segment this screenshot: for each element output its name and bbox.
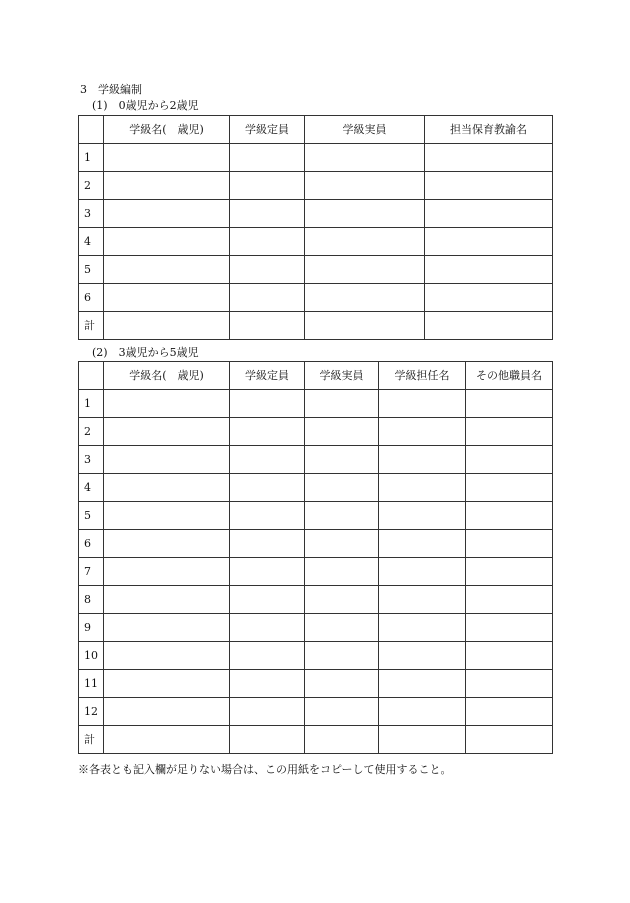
blank-entry-cell[interactable] bbox=[466, 474, 553, 502]
row-number-cell: 11 bbox=[79, 670, 104, 698]
blank-entry-cell[interactable] bbox=[379, 502, 466, 530]
blank-entry-cell[interactable] bbox=[104, 726, 230, 754]
table-row bbox=[79, 418, 553, 446]
table-header-row bbox=[79, 116, 553, 144]
blank-entry-cell[interactable] bbox=[305, 228, 425, 256]
blank-entry-cell[interactable] bbox=[425, 172, 553, 200]
blank-entry-cell[interactable] bbox=[230, 530, 305, 558]
blank-entry-cell[interactable] bbox=[104, 200, 230, 228]
blank-entry-cell[interactable] bbox=[230, 418, 305, 446]
blank-entry-cell[interactable] bbox=[466, 446, 553, 474]
table-row bbox=[79, 586, 553, 614]
row-number-cell: 1 bbox=[79, 390, 104, 418]
row-number-cell: 4 bbox=[79, 228, 104, 256]
blank-entry-cell[interactable] bbox=[230, 228, 305, 256]
blank-entry-cell[interactable] bbox=[104, 256, 230, 284]
blank-entry-cell[interactable] bbox=[104, 446, 230, 474]
blank-entry-cell[interactable] bbox=[104, 502, 230, 530]
header-cell-class-name: 学級名( 歳児) bbox=[104, 116, 230, 144]
blank-entry-cell[interactable] bbox=[230, 390, 305, 418]
blank-entry-cell[interactable] bbox=[466, 530, 553, 558]
table-row bbox=[79, 642, 553, 670]
header-cell-capacity: 学級定員 bbox=[230, 116, 305, 144]
blank-entry-cell[interactable] bbox=[230, 446, 305, 474]
class-table-3-5 bbox=[78, 361, 553, 754]
table-row bbox=[79, 144, 553, 172]
blank-entry-cell[interactable] bbox=[230, 284, 305, 312]
blank-entry-cell[interactable] bbox=[230, 474, 305, 502]
blank-entry-cell[interactable] bbox=[379, 726, 466, 754]
class-table-0-2 bbox=[78, 115, 553, 340]
blank-entry-cell[interactable] bbox=[425, 284, 553, 312]
blank-entry-cell[interactable] bbox=[104, 698, 230, 726]
table-row bbox=[79, 446, 553, 474]
table-row bbox=[79, 698, 553, 726]
blank-entry-cell[interactable] bbox=[379, 530, 466, 558]
table-row bbox=[79, 390, 553, 418]
blank-entry-cell[interactable] bbox=[230, 586, 305, 614]
blank-entry-cell[interactable] bbox=[425, 256, 553, 284]
header-cell-homeroom-teacher: 学級担任名 bbox=[379, 362, 466, 390]
blank-entry-cell[interactable] bbox=[230, 726, 305, 754]
table-row bbox=[79, 228, 553, 256]
blank-entry-cell[interactable] bbox=[305, 390, 379, 418]
blank-entry-cell[interactable] bbox=[466, 642, 553, 670]
blank-entry-cell[interactable] bbox=[305, 172, 425, 200]
blank-entry-cell[interactable] bbox=[379, 390, 466, 418]
blank-entry-cell[interactable] bbox=[466, 502, 553, 530]
row-number-cell: 2 bbox=[79, 172, 104, 200]
table-header-row bbox=[79, 362, 553, 390]
blank-entry-cell[interactable] bbox=[305, 474, 379, 502]
blank-entry-cell[interactable] bbox=[305, 670, 379, 698]
blank-entry-cell[interactable] bbox=[104, 558, 230, 586]
blank-entry-cell[interactable] bbox=[305, 144, 425, 172]
row-number-cell: 7 bbox=[79, 558, 104, 586]
table-row bbox=[79, 474, 553, 502]
blank-entry-cell[interactable] bbox=[305, 256, 425, 284]
blank-entry-cell[interactable] bbox=[305, 698, 379, 726]
row-number-cell: 10 bbox=[79, 642, 104, 670]
blank-entry-cell[interactable] bbox=[230, 144, 305, 172]
blank-entry-cell[interactable] bbox=[305, 614, 379, 642]
blank-entry-cell[interactable] bbox=[230, 200, 305, 228]
blank-entry-cell[interactable] bbox=[230, 256, 305, 284]
row-number-cell: 12 bbox=[79, 698, 104, 726]
footnote: ※各表とも記入欄が足りない場合は、この用紙をコピーして使用すること。 bbox=[78, 763, 452, 776]
blank-entry-cell[interactable] bbox=[379, 614, 466, 642]
row-number-cell: 1 bbox=[79, 144, 104, 172]
row-number-cell: 3 bbox=[79, 200, 104, 228]
row-number-cell: 5 bbox=[79, 502, 104, 530]
blank-entry-cell[interactable] bbox=[230, 172, 305, 200]
blank-entry-cell[interactable] bbox=[379, 418, 466, 446]
blank-entry-cell[interactable] bbox=[425, 200, 553, 228]
blank-entry-cell[interactable] bbox=[305, 642, 379, 670]
row-number-cell: 6 bbox=[79, 284, 104, 312]
blank-entry-cell[interactable] bbox=[379, 558, 466, 586]
blank-entry-cell[interactable] bbox=[305, 726, 379, 754]
blank-entry-cell[interactable] bbox=[230, 312, 305, 340]
blank-entry-cell[interactable] bbox=[104, 312, 230, 340]
blank-entry-cell[interactable] bbox=[379, 698, 466, 726]
row-number-cell: 9 bbox=[79, 614, 104, 642]
header-cell-enrollment: 学級実員 bbox=[305, 362, 379, 390]
blank-entry-cell[interactable] bbox=[104, 390, 230, 418]
blank-entry-cell[interactable] bbox=[466, 418, 553, 446]
blank-entry-cell[interactable] bbox=[305, 312, 425, 340]
blank-entry-cell[interactable] bbox=[305, 586, 379, 614]
table-row bbox=[79, 558, 553, 586]
blank-entry-cell[interactable] bbox=[466, 726, 553, 754]
blank-entry-cell[interactable] bbox=[230, 558, 305, 586]
blank-entry-cell[interactable] bbox=[104, 474, 230, 502]
blank-entry-cell[interactable] bbox=[305, 418, 379, 446]
row-number-cell: 2 bbox=[79, 418, 104, 446]
row-number-cell: 計 bbox=[79, 726, 104, 754]
table-row bbox=[79, 256, 553, 284]
blank-entry-cell[interactable] bbox=[379, 586, 466, 614]
blank-entry-cell[interactable] bbox=[379, 446, 466, 474]
header-cell-class-name: 学級名( 歳児) bbox=[104, 362, 230, 390]
blank-entry-cell[interactable] bbox=[379, 642, 466, 670]
row-number-cell: 6 bbox=[79, 530, 104, 558]
table-row bbox=[79, 670, 553, 698]
blank-entry-cell[interactable] bbox=[305, 284, 425, 312]
row-number-cell: 3 bbox=[79, 446, 104, 474]
blank-entry-cell[interactable] bbox=[425, 312, 553, 340]
row-number-cell: 4 bbox=[79, 474, 104, 502]
table-row bbox=[79, 614, 553, 642]
blank-entry-cell[interactable] bbox=[104, 642, 230, 670]
header-cell-other-staff: その他職員名 bbox=[466, 362, 553, 390]
table-row bbox=[79, 530, 553, 558]
blank-entry-cell[interactable] bbox=[466, 390, 553, 418]
blank-entry-cell[interactable] bbox=[104, 144, 230, 172]
table-row bbox=[79, 172, 553, 200]
blank-entry-cell[interactable] bbox=[425, 228, 553, 256]
header-cell-number bbox=[79, 362, 104, 390]
row-number-cell: 5 bbox=[79, 256, 104, 284]
blank-entry-cell[interactable] bbox=[104, 586, 230, 614]
header-cell-teacher: 担当保育教諭名 bbox=[425, 116, 553, 144]
blank-entry-cell[interactable] bbox=[230, 614, 305, 642]
blank-entry-cell[interactable] bbox=[466, 558, 553, 586]
blank-entry-cell[interactable] bbox=[305, 502, 379, 530]
table-row bbox=[79, 312, 553, 340]
table-row bbox=[79, 284, 553, 312]
blank-entry-cell[interactable] bbox=[466, 670, 553, 698]
blank-entry-cell[interactable] bbox=[379, 670, 466, 698]
row-number-cell: 8 bbox=[79, 586, 104, 614]
header-cell-enrollment: 学級実員 bbox=[305, 116, 425, 144]
table-row bbox=[79, 200, 553, 228]
blank-entry-cell[interactable] bbox=[104, 284, 230, 312]
blank-entry-cell[interactable] bbox=[466, 586, 553, 614]
header-cell-number bbox=[79, 116, 104, 144]
blank-entry-cell[interactable] bbox=[425, 144, 553, 172]
header-cell-capacity: 学級定員 bbox=[230, 362, 305, 390]
table1-caption: (1) 0歳児から2歳児 bbox=[92, 99, 199, 112]
table2-caption: (2) 3歳児から5歳児 bbox=[92, 346, 199, 359]
section-title: 3 学級編制 bbox=[80, 83, 142, 96]
blank-entry-cell[interactable] bbox=[466, 614, 553, 642]
table-row bbox=[79, 502, 553, 530]
blank-entry-cell[interactable] bbox=[379, 474, 466, 502]
table-row bbox=[79, 726, 553, 754]
blank-entry-cell[interactable] bbox=[305, 446, 379, 474]
blank-entry-cell[interactable] bbox=[104, 670, 230, 698]
blank-entry-cell[interactable] bbox=[230, 642, 305, 670]
blank-entry-cell[interactable] bbox=[305, 200, 425, 228]
row-number-cell: 計 bbox=[79, 312, 104, 340]
blank-entry-cell[interactable] bbox=[104, 172, 230, 200]
blank-entry-cell[interactable] bbox=[305, 530, 379, 558]
blank-entry-cell[interactable] bbox=[104, 418, 230, 446]
blank-entry-cell[interactable] bbox=[466, 698, 553, 726]
blank-entry-cell[interactable] bbox=[230, 698, 305, 726]
blank-entry-cell[interactable] bbox=[104, 530, 230, 558]
blank-entry-cell[interactable] bbox=[104, 614, 230, 642]
blank-entry-cell[interactable] bbox=[305, 558, 379, 586]
blank-entry-cell[interactable] bbox=[230, 670, 305, 698]
blank-entry-cell[interactable] bbox=[230, 502, 305, 530]
blank-entry-cell[interactable] bbox=[104, 228, 230, 256]
